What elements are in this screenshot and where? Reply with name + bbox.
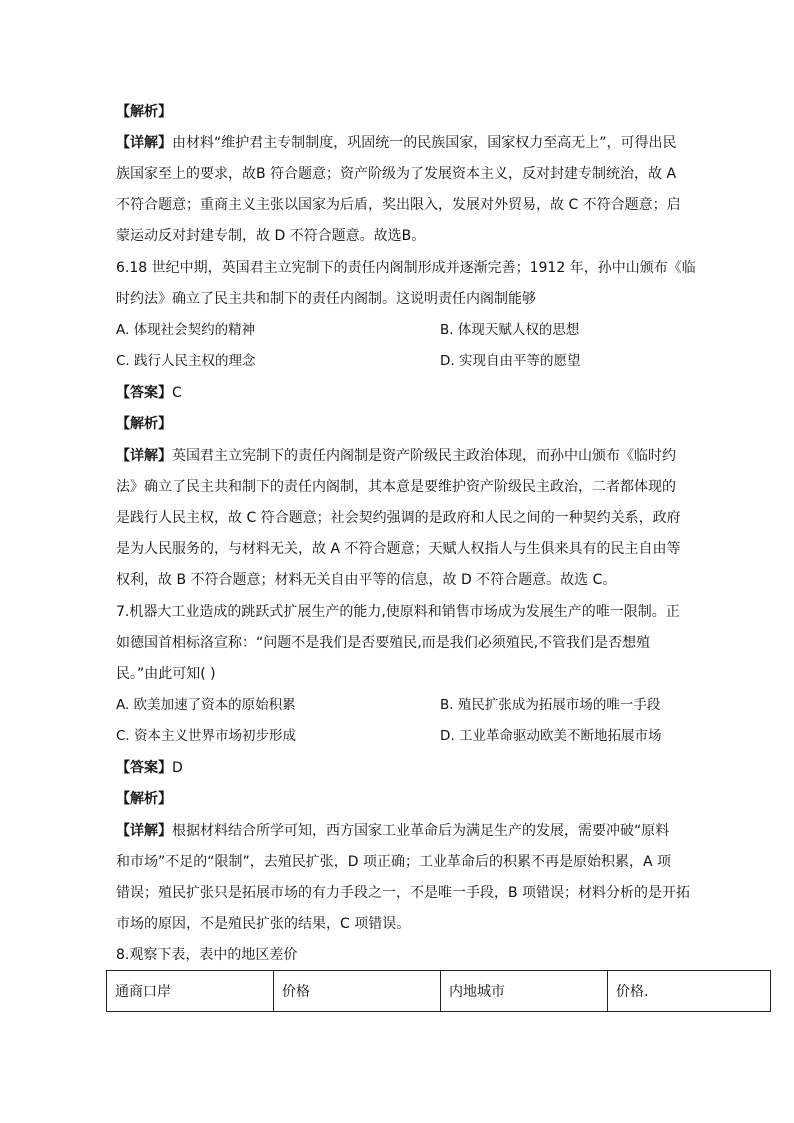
q7-stem-line-1: 7.机器大工业造成的跳跃式扩展生产的能力,使原料和销售市场成为发展生产的唯一限制。正 [116,604,680,620]
table-header-cell: 价格. [608,971,771,1012]
q6-detail-line-4: 是为人民服务的，与材料无关，故 A 不符合题意；天赋人权指人与生俱来具有的民主自由等 [116,541,681,557]
q7-option-c: C. 资本主义世界市场初步形成 [116,728,297,744]
q7-detail-text-1: 根据材料结合所学可知，西方国家工业革命后为满足生产的发展，需要冲破“原料 [172,823,670,839]
q6-detail-line-3: 是践行人民主权，故 C 符合题意；社会契约强调的是政府和人民之间的一种契约关系，政府 [116,510,681,526]
q6-option-b: B. 体现天赋人权的思想 [440,322,580,338]
q7-detail-tag: 【详解】 [116,823,172,839]
q6-stem-line-1: 6.18 世纪中期，英国君主立宪制下的责任内阁制形成并逐渐完善；1912 年，孙中山颁布《临 [116,260,696,276]
q7-detail-line-4: 市场的原因，不是殖民扩张的结果，C 项错误。 [116,916,411,932]
q5-detail-tag: 【详解】 [116,135,172,151]
table-header-row [107,971,771,1012]
q6-option-c: C. 践行人民主权的理念 [116,353,256,369]
q6-detail-line-1 [116,446,686,466]
q5-detail-line-4: 蒙运动反对封建专制，故 D 不符合题意。故选B。 [116,228,426,244]
q6-detail-tag: 【详解】 [116,448,172,464]
price-table [106,970,771,1012]
table-header-cell: 内地城市 [441,971,608,1012]
q6-answer-tag: 【答案】 [116,385,172,401]
q5-detail-line-2: 族国家至上的要求，故B 符合题意；资产阶级为了发展资本主义，反对封建专制统治，故 A [116,166,677,182]
q7-answer-tag: 【答案】 [116,760,172,776]
q6-detail-text-1: 英国君主立宪制下的责任内阁制是资产阶级民主政治体现，而孙中山颁布《临时约 [172,448,676,464]
q7-detail-line-1 [116,821,686,841]
q5-detail-text-1: 由材料“维护君主专制制度，巩固统一的民族国家，国家权力至高无上”，可得出民 [172,135,677,151]
q5-analysis-heading: 【解析】 [116,104,172,120]
q6-analysis-heading: 【解析】 [116,416,172,432]
q6-option-a: A. 体现社会契约的精神 [116,322,256,338]
q6-answer-value: C [172,385,182,401]
q7-detail-line-2: 和市场”不足的“限制”，去殖民扩张，D 项正确；工业革命后的积累不再是原始积累，A 项 [116,854,672,870]
table-header-cell: 通商口岸 [107,971,274,1012]
q5-detail-line-3: 不符合题意；重商主义主张以国家为后盾，奖出限入，发展对外贸易，故 C 不符合题意；启 [116,197,681,213]
q7-detail-line-3: 错误；殖民扩张只是拓展市场的有力手段之一，不是唯一手段，B 项错误；材料分析的是开拓 [116,885,691,901]
q7-option-b: B. 殖民扩张成为拓展市场的唯一手段 [440,697,661,713]
q7-option-a: A. 欧美加速了资本的原始积累 [116,697,296,713]
q6-option-d: D. 实现自由平等的愿望 [440,353,581,369]
q6-detail-line-2: 法》确立了民主共和制下的责任内阁制，其本意是要维护资产阶级民主政治，二者都体现的 [116,479,676,495]
q7-stem-line-3: 民。”由此可知( ) [116,666,216,682]
q6-answer-line [116,383,686,403]
q7-analysis-heading: 【解析】 [116,791,172,807]
q7-stem-line-2: 如德国首相标洛宣称：“问题不是我们是否要殖民,而是我们必须殖民,不管我们是否想殖 [116,635,651,651]
q6-stem-line-2: 时约法》确立了民主共和制下的责任内阁制。这说明责任内阁制能够 [116,291,536,307]
q7-answer-value: D [172,760,183,776]
q8-stem: 8.观察下表，表中的地区差价 [116,947,298,963]
q7-option-d: D. 工业革命驱动欧美不断地拓展市场 [440,728,662,744]
q7-answer-line [116,758,686,778]
table-header-cell: 价格 [274,971,441,1012]
q6-detail-line-5: 权利，故 B 不符合题意；材料无关自由平等的信息，故 D 不符合题意。故选 C。 [116,572,617,588]
q5-detail-line-1 [116,133,686,153]
